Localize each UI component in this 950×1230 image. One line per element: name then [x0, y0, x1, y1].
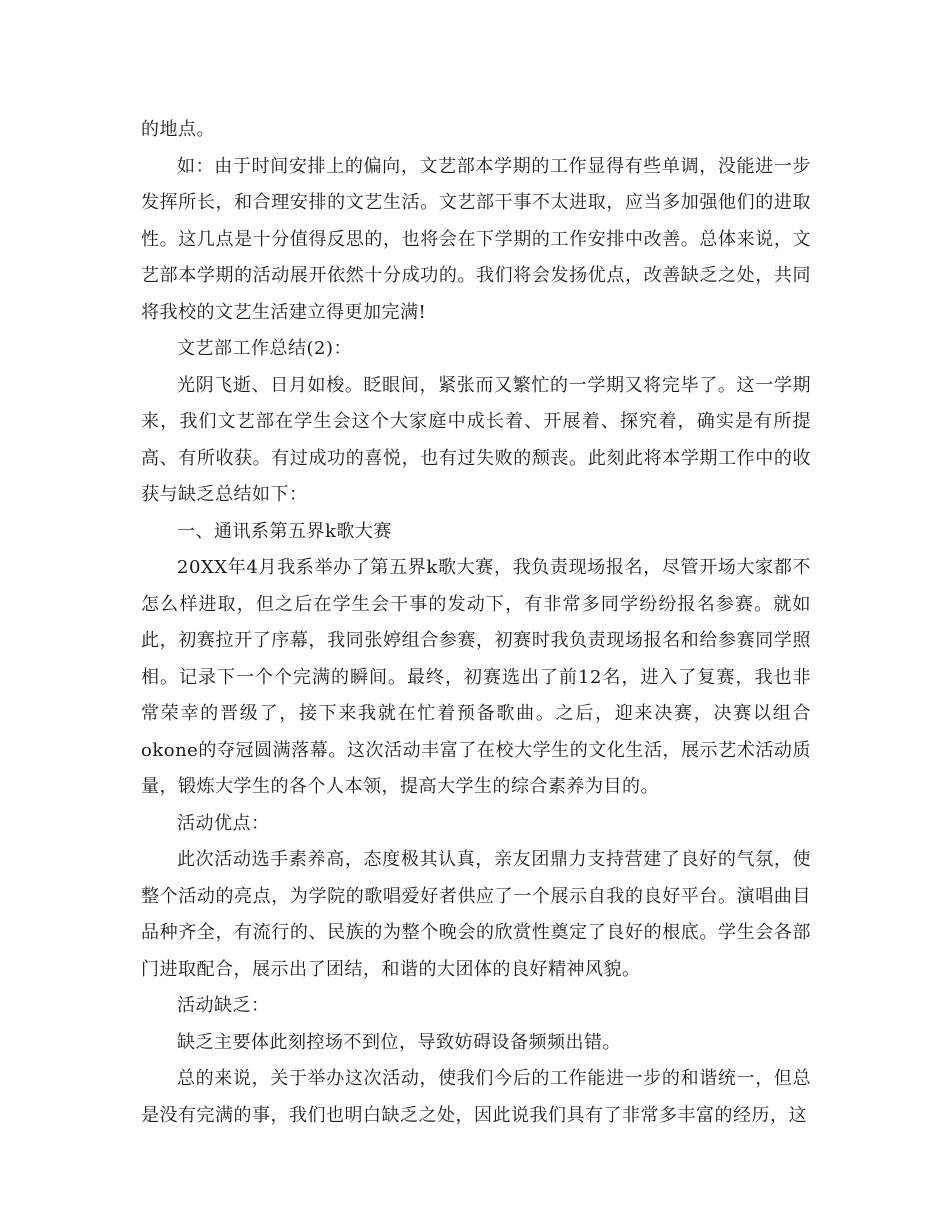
section-heading-k-song-contest: 一、通讯系第五界k歌大赛 — [177, 520, 392, 542]
paragraph-conclusion: 总的来说，关于举办这次活动，使我们今后的工作能进一步的和谐统一，但总是没有完满的事，我们也明白缺乏之处，因此说我们具有了非常多丰富的经历，这 — [141, 1068, 811, 1126]
paragraph-advantages: 此次活动选手素养高，态度极其认真，亲友团鼎力支持营建了良好的气氛，使整个活动的亮点，为学院的歌唱爱好者供应了一个展示自我的良好平台。演唱曲目品种齐全，有流行的、民族的为整个晚会的欣赏性奠定了良好的根底。学生会各部门进取配合，展示出了团结，和谐的大团体的良好精神风貌。 — [141, 849, 811, 980]
paragraph-shortcomings: 缺乏主要体此刻控场不到位，导致妨碍设备频频出错。 — [177, 1031, 621, 1053]
subheading-shortcomings: 活动缺乏： — [177, 995, 270, 1016]
section-title-summary-2: 文艺部工作总结(2)： — [177, 338, 352, 359]
paragraph-intro: 光阴飞逝、日月如梭。眨眼间，紧张而又繁忙的一学期又将完毕了。这一学期来，我们文艺部在学生会这个大家庭中成长着、开展着、探究着，确实是有所提高、有所收获。有过成功的喜悦，也有过失败的颓丧。此刻此将本学期工作中的收获与缺乏总结如下： — [141, 374, 811, 505]
subheading-advantages: 活动优点： — [177, 812, 270, 834]
document-body — [141, 112, 811, 1134]
paragraph-reflection: 如：由于时间安排上的偏向，文艺部本学期的工作显得有些单调，没能进一步发挥所长，和合理安排的文艺生活。文艺部干事不太进取，应当多加强他们的进取性。这几点是十分值得反思的，也将会在下学期的工作安排中改善。总体来说，文艺部本学期的活动展开依然十分成功的。我们将会发扬优点，改善缺乏之处，共同将我校的文艺生活建立得更加完满! — [141, 155, 811, 323]
paragraph-contest-description: 20XX年4月我系举办了第五界k歌大赛，我负责现场报名，尽管开场大家都不怎么样进取，但之后在学生会干事的发动下，有非常多同学纷纷报名参赛。就如此，初赛拉开了序幕，我同张婷组合参赛，初赛时我负责现场报名和给参赛同学照相。记录下一个个完满的瞬间。最终，初赛选出了前12名，进入了复赛，我也非常荣幸的晋级了，接下来我就在忙着预备歌曲。之后，迎来决赛，决赛以组合okone的夺冠圆满落幕。这次活动丰富了在校大学生的文化生活，展示艺术活动质量，锻炼大学生的各个人本领，提高大学生的综合素养为目的。 — [141, 557, 811, 797]
paragraph-continuation: 的地点。 — [141, 119, 215, 140]
